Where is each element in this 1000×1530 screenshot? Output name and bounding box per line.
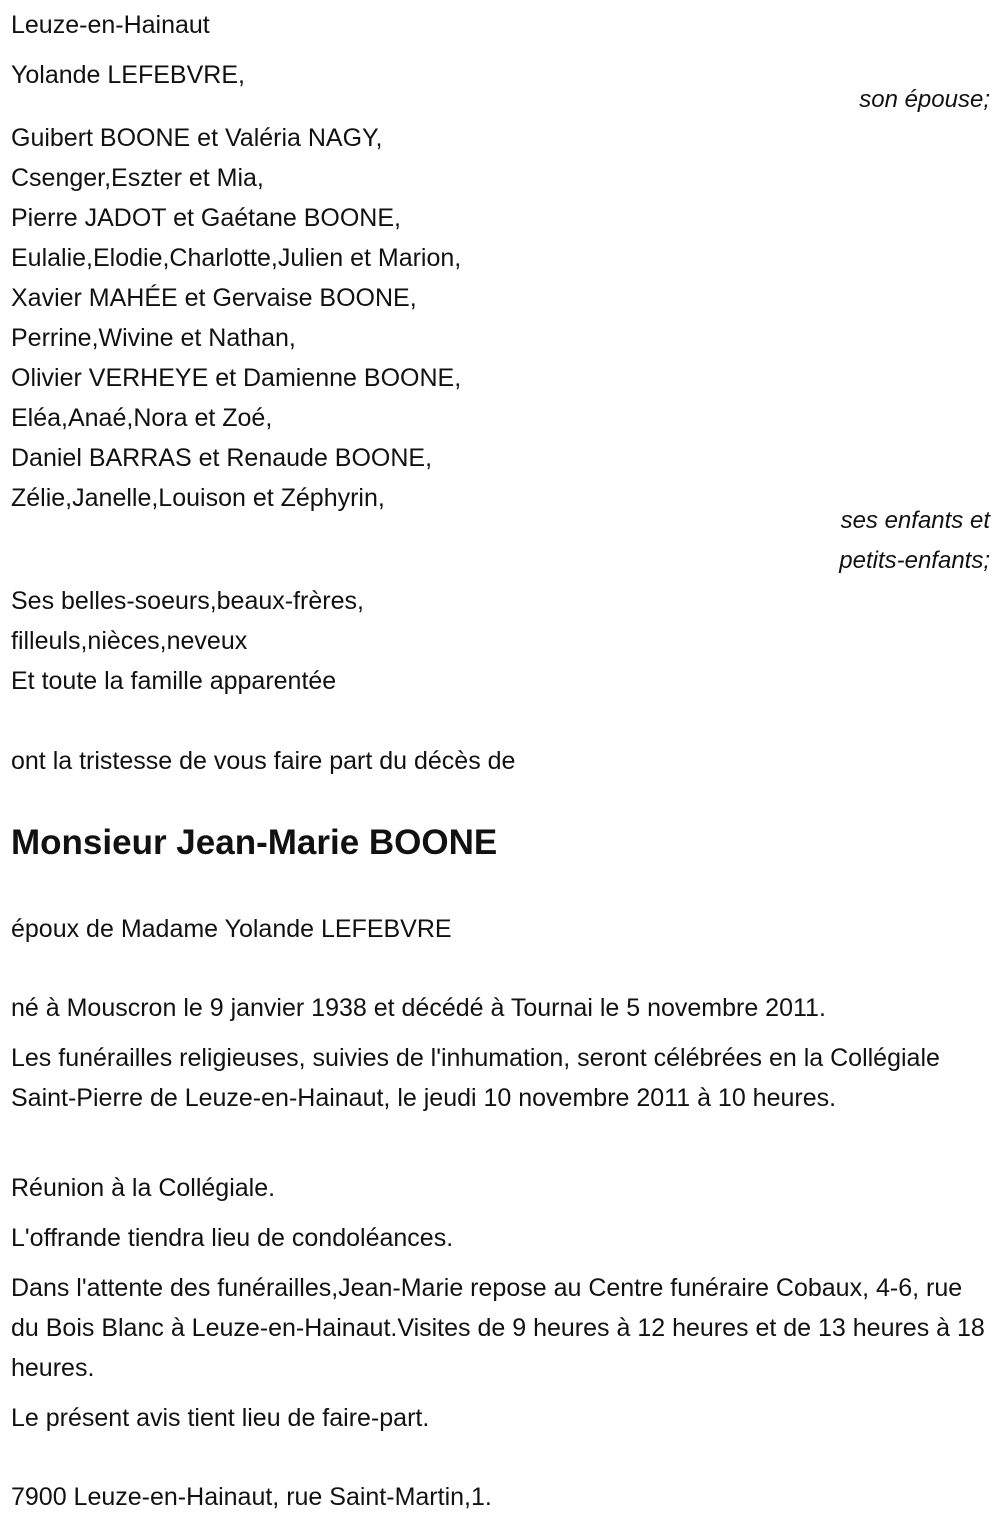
children-role: ses enfants et [840,507,990,534]
child-line: Guibert BOONE et Valéria NAGY, [11,124,383,152]
visitation: Dans l'attente des funérailles,Jean-Marie repose au Centre funéraire Cobaux, 4-6, rue du Bois Blanc à Leuze-en-Hainaut.Visites de 9 heures à 12 heures et de 13 heures à 18 heures. [11,1274,985,1382]
child-line: Olivier VERHEYE et Damienne BOONE, [11,364,462,392]
birth-death: né à Mouscron le 9 janvier 1938 et décédé à Tournai le 5 novembre 2011. [11,994,826,1022]
family-line: Et toute la famille apparentée [11,667,337,695]
announcement: ont la tristesse de vous faire part du décès de [11,747,516,775]
children-role: petits-enfants; [839,547,990,574]
notice: Le présent avis tient lieu de faire-part. [11,1404,430,1432]
spouse-role: son épouse; [859,86,990,113]
spouse-name: Yolande LEFEBVRE, [11,61,245,89]
child-line: Eulalie,Elodie,Charlotte,Julien et Marion, [11,244,462,272]
spouse-of: époux de Madame Yolande LEFEBVRE [11,915,452,943]
address: 7900 Leuze-en-Hainaut, rue Saint-Martin,1. [11,1483,492,1511]
child-line: Xavier MAHÉE et Gervaise BOONE, [11,284,417,312]
child-line: Perrine,Wivine et Nathan, [11,324,296,352]
child-line: Zélie,Janelle,Louison et Zéphyrin, [11,484,385,512]
funeral-details: Les funérailles religieuses, suivies de l'inhumation, seront célébrées en la Collégiale Saint-Pierre de Leuze-en-Hainaut, le jeudi 10 novembre 2011 à 10 heures. [11,1044,940,1112]
family-line: Ses belles-soeurs,beaux-frères, [11,587,364,615]
child-line: Daniel BARRAS et Renaude BOONE, [11,444,433,472]
child-line: Csenger,Eszter et Mia, [11,164,264,192]
deceased-name: Monsieur Jean-Marie BOONE [11,823,498,862]
offering: L'offrande tiendra lieu de condoléances. [11,1224,454,1252]
child-line: Eléa,Anaé,Nora et Zoé, [11,404,273,432]
family-line: filleuls,nièces,neveux [11,627,248,655]
place: Leuze-en-Hainaut [11,11,210,39]
child-line: Pierre JADOT et Gaétane BOONE, [11,204,401,232]
gathering: Réunion à la Collégiale. [11,1174,276,1202]
